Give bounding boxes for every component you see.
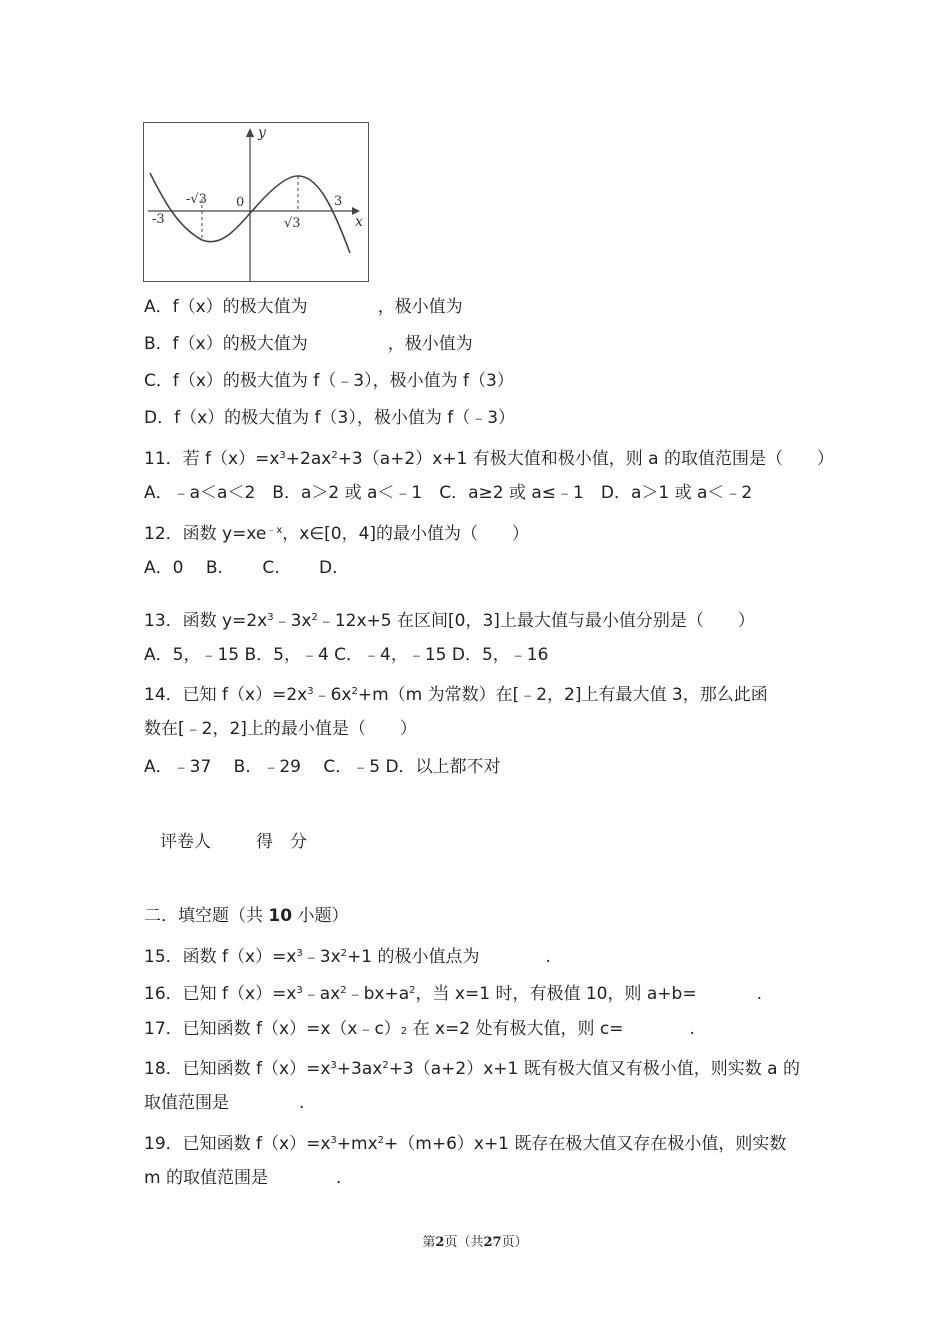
q17-tail: . xyxy=(689,1019,695,1039)
q17-text-1: 17．已知函数 f（x）=x（x﹣c） xyxy=(144,1019,401,1039)
footer-text-1: 第 xyxy=(422,1235,436,1250)
q12-stem xyxy=(144,520,529,545)
q16-exp-1: 3 xyxy=(296,985,303,996)
q18-stem-line2 xyxy=(144,1092,304,1114)
q13-text-3: ﹣12x+5 在区间[0，3]上最大值与最小值分别是（ ） xyxy=(317,611,755,631)
q15-text-1: 15．函数 f（x）=x xyxy=(144,947,297,967)
q14-exp-2: 2 xyxy=(351,686,358,697)
q19-text-3: +（m+6）x+1 既存在极大值又存在极小值，则实数 xyxy=(384,1134,787,1154)
q14-exp-1: 3 xyxy=(307,686,314,697)
q16-text-2: ﹣ax xyxy=(302,984,341,1004)
q14-text-1: 14．已知 f（x）=2x xyxy=(144,685,308,705)
q15-exp-1: 3 xyxy=(296,948,303,959)
label-origin: 0 xyxy=(236,195,245,210)
q12-exp-1: ﹣x xyxy=(266,525,283,536)
q13-exp-2: 2 xyxy=(311,612,318,623)
q12-options: A．0 B. C. D. xyxy=(144,558,338,578)
q13-text-2: ﹣3x xyxy=(273,611,312,631)
footer-total-pages: 27 xyxy=(483,1235,502,1250)
section-2-heading xyxy=(144,905,348,927)
q19-text-2: +mx xyxy=(336,1134,378,1154)
q11-exp-1: 3 xyxy=(279,450,286,461)
grader-reviewer-label: 评卷人 xyxy=(160,832,211,852)
q18-exp-2: 2 xyxy=(382,1060,389,1071)
q11-text-2: +2ax xyxy=(285,449,332,469)
q12-text-2: ，x∈[0，4]的最小值为（ ） xyxy=(282,524,530,544)
q19-stem xyxy=(144,1130,786,1155)
q19-exp-2: 2 xyxy=(377,1135,385,1146)
q10-option-b xyxy=(144,333,473,355)
q18-tail: . xyxy=(299,1093,305,1113)
q15-exp-2: 2 xyxy=(340,948,348,959)
q14-stem xyxy=(144,681,768,706)
graph-svg xyxy=(144,123,370,283)
q19-tail: . xyxy=(335,1168,342,1188)
q19-stem-line2 xyxy=(144,1167,341,1189)
q10-option-b-tail: ，极小值为 xyxy=(387,334,473,354)
q17-exp-1: 2 xyxy=(400,1026,408,1037)
q13-options: A．5，﹣15 B．5，﹣4 C．﹣4，﹣15 D．5，﹣16 xyxy=(144,645,549,665)
section-2-heading-pre: 二．填空题（共 xyxy=(144,906,269,926)
q14-stem-line2: 数在[﹣2，2]上的最小值是（ ） xyxy=(144,719,417,739)
q16-tail: . xyxy=(756,984,762,1004)
q19-exp-1: 3 xyxy=(330,1135,337,1146)
x-label: x xyxy=(355,214,363,230)
q11-stem xyxy=(144,445,834,470)
q14-options: A．﹣37 B．﹣29 C．﹣5 D．以上都不对 xyxy=(144,757,501,777)
grader-score-label: 得 分 xyxy=(256,832,307,852)
q16-exp-2: 2 xyxy=(340,985,347,996)
q18-stem xyxy=(144,1055,800,1080)
q11-text-1: 11．若 f（x）=x xyxy=(144,449,280,469)
label-neg3: -3 xyxy=(152,212,165,227)
q15-text-3: +1 的极小值点为 xyxy=(347,947,480,967)
q10-option-b-text: B．f（x）的极大值为 xyxy=(144,334,308,354)
q11-options: A．﹣a＜a＜2 B．a＞2 或 a＜﹣1 C．a≥2 或 a≤﹣1 D．a＞1 或 a＜﹣2 xyxy=(144,483,753,503)
q18-line2-text: 取值范围是 xyxy=(144,1093,229,1113)
section-2-heading-post: 小题） xyxy=(292,906,349,926)
q16-text-4: ，当 x=1 时，有极值 10，则 a+b= xyxy=(415,984,697,1004)
y-axis-arrow xyxy=(246,128,254,137)
q19-line2-text: m 的取值范围是 xyxy=(144,1168,268,1188)
q16-exp-3: 2 xyxy=(409,985,416,996)
y-label: y xyxy=(258,125,266,141)
label-sqrt3: √3 xyxy=(284,216,301,231)
q10-option-d: D．f（x）的极大值为 f（3），极小值为 f（﹣3） xyxy=(144,408,516,428)
q15-stem xyxy=(144,943,551,968)
q18-text-2: +3ax xyxy=(336,1059,383,1079)
q16-stem xyxy=(144,980,762,1005)
q11-exp-2: 2 xyxy=(331,450,338,461)
label-neg-sqrt3: -√3 xyxy=(186,192,207,207)
q14-text-2: ﹣6x xyxy=(313,685,352,705)
q10-option-a xyxy=(144,296,463,318)
q19-text-1: 19．已知函数 f（x）=x xyxy=(144,1134,331,1154)
q18-text-1: 18．已知函数 f（x）=x xyxy=(144,1059,331,1079)
page-footer xyxy=(0,1231,950,1250)
section-2-heading-num: 10 xyxy=(268,906,293,926)
q17-stem xyxy=(144,1018,695,1043)
label-3: 3 xyxy=(334,194,343,209)
q14-text-3: +m（m 为常数）在[﹣2，2]上有最大值 3，那么此函 xyxy=(357,685,768,705)
footer-page-number: 2 xyxy=(435,1235,445,1250)
q11-text-3: +3（a+2）x+1 有极大值和极小值，则 a 的取值范围是（ ） xyxy=(337,449,834,469)
q17-text-2: 在 x=2 处有极大值，则 c= xyxy=(407,1019,624,1039)
q13-text-1: 13．函数 y=2x xyxy=(144,611,268,631)
q15-text-2: ﹣3x xyxy=(302,947,341,967)
q15-tail: . xyxy=(545,947,551,967)
q10-option-a-tail: ，极小值为 xyxy=(377,297,463,317)
q13-stem xyxy=(144,607,755,632)
function-graph xyxy=(143,122,369,282)
q12-text-1: 12．函数 y=xe xyxy=(144,524,267,544)
footer-text-3: 页） xyxy=(501,1235,528,1250)
q16-text-1: 16．已知 f（x）=x xyxy=(144,984,297,1004)
footer-text-2: 页（共 xyxy=(444,1235,484,1250)
q10-option-c: C．f（x）的极大值为 f（﹣3），极小值为 f（3） xyxy=(144,371,514,391)
q18-exp-1: 3 xyxy=(330,1060,337,1071)
q16-text-3: ﹣bx+a xyxy=(346,984,410,1004)
q18-text-3: +3（a+2）x+1 既有极大值又有极小值，则实数 a 的 xyxy=(388,1059,800,1079)
q10-option-a-text: A．f（x）的极大值为 xyxy=(144,297,308,317)
q13-exp-1: 3 xyxy=(267,612,274,623)
